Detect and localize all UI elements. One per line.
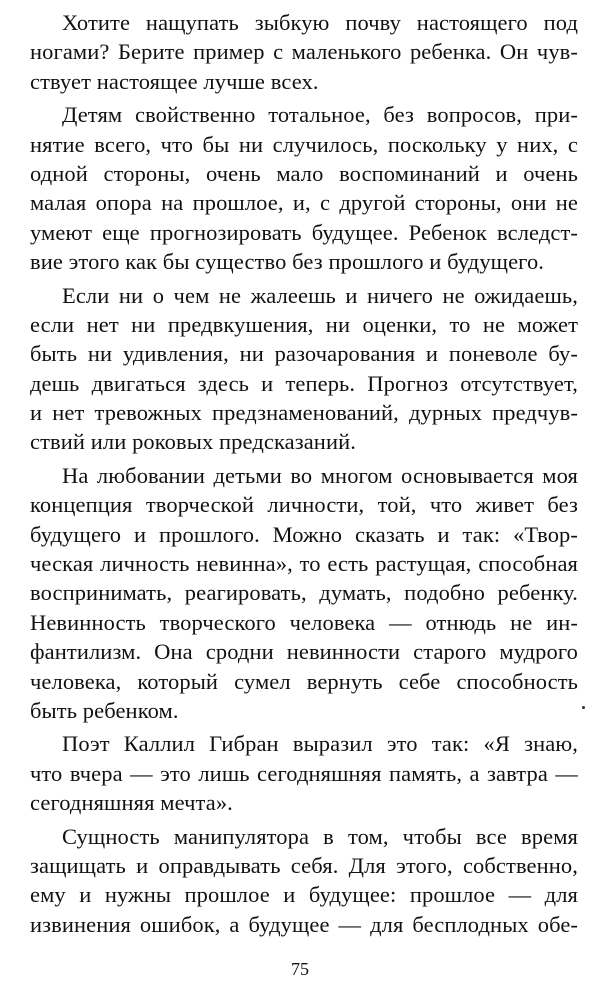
text-line: и нет тревожных предзнаменований, дурных предчув- xyxy=(30,400,578,426)
paragraph xyxy=(30,822,578,940)
paragraph xyxy=(30,281,578,457)
text-line: быть ни удивления, ни разочарования и поневоле бу- xyxy=(30,341,578,367)
text-line: дешь двигаться здесь и теперь. Прогноз отсутствует, xyxy=(30,370,578,396)
text-line: сегодняшняя мечта». xyxy=(30,790,233,816)
text-line: Невинность творческого человека — отнюдь не ин- xyxy=(30,609,578,635)
text-line: фантилизм. Она сродни невинности старого мудрого xyxy=(30,639,578,665)
text-line: концепция творческой личности, той, что живет без xyxy=(30,492,578,518)
text-line: ему и нужны прошлое и будущее: прошлое — для xyxy=(30,882,578,908)
paragraph xyxy=(30,729,578,817)
text-line: извинения ошибок, а будущее — для бесплодных обе- xyxy=(30,911,578,937)
scan-speck xyxy=(582,706,585,709)
page-number: 75 xyxy=(291,959,309,979)
text-line: малая опора на прошлое, и, с другой стороны, они не xyxy=(30,190,578,216)
text-line: умеют еще прогнозировать будущее. Ребенок вследст- xyxy=(30,219,578,245)
text-line: одной стороны, очень мало воспоминаний и очень xyxy=(30,160,578,186)
text-line: ческая личность невинна», то есть растущая, способная xyxy=(30,551,578,577)
text-line: быть ребенком. xyxy=(30,697,179,723)
text-line: будущего и прошлого. Можно сказать и так: «Твор- xyxy=(30,521,578,547)
text-line: Детям свойственно тотальное, без вопросов, при- xyxy=(62,102,578,128)
text-line: если нет ни предвкушения, ни оценки, то не может xyxy=(30,311,578,337)
text-line: Хотите нащупать зыбкую почву настоящего под xyxy=(62,10,578,35)
text-line: ствует настоящее лучше всех. xyxy=(30,68,319,94)
paragraph xyxy=(30,100,578,276)
text-line: нятие всего, что бы ни случилось, поскольку у них, с xyxy=(30,131,578,157)
paragraph xyxy=(30,461,578,726)
text-line: вие этого как бы существо без прошлого и будущего. xyxy=(30,249,545,275)
text-line: Если ни о чем не жалеешь и ничего не ожидаешь, xyxy=(62,282,578,308)
text-line: воспринимать, реагировать, думать, подобно ребенку. xyxy=(30,580,578,606)
paragraph xyxy=(30,8,578,96)
text-line: ствий или роковых предсказаний. xyxy=(30,429,356,455)
text-line: На любовании детьми во многом основывается моя xyxy=(62,462,578,488)
text-line: Поэт Каллил Гибран выразил это так: «Я знаю, xyxy=(62,731,578,757)
text-line: человека, который сумел вернуть себе способность xyxy=(30,668,578,694)
text-line: ногами? Берите пример с маленького ребенка. Он чув- xyxy=(30,39,578,65)
text-line: что вчера — это лишь сегодняшняя память, а завтра — xyxy=(30,760,578,786)
text-line: защищать и оправдывать себя. Для этого, собственно, xyxy=(30,852,578,878)
text-line: Сущность манипулятора в том, чтобы все время xyxy=(62,823,578,849)
body-text xyxy=(30,8,578,943)
